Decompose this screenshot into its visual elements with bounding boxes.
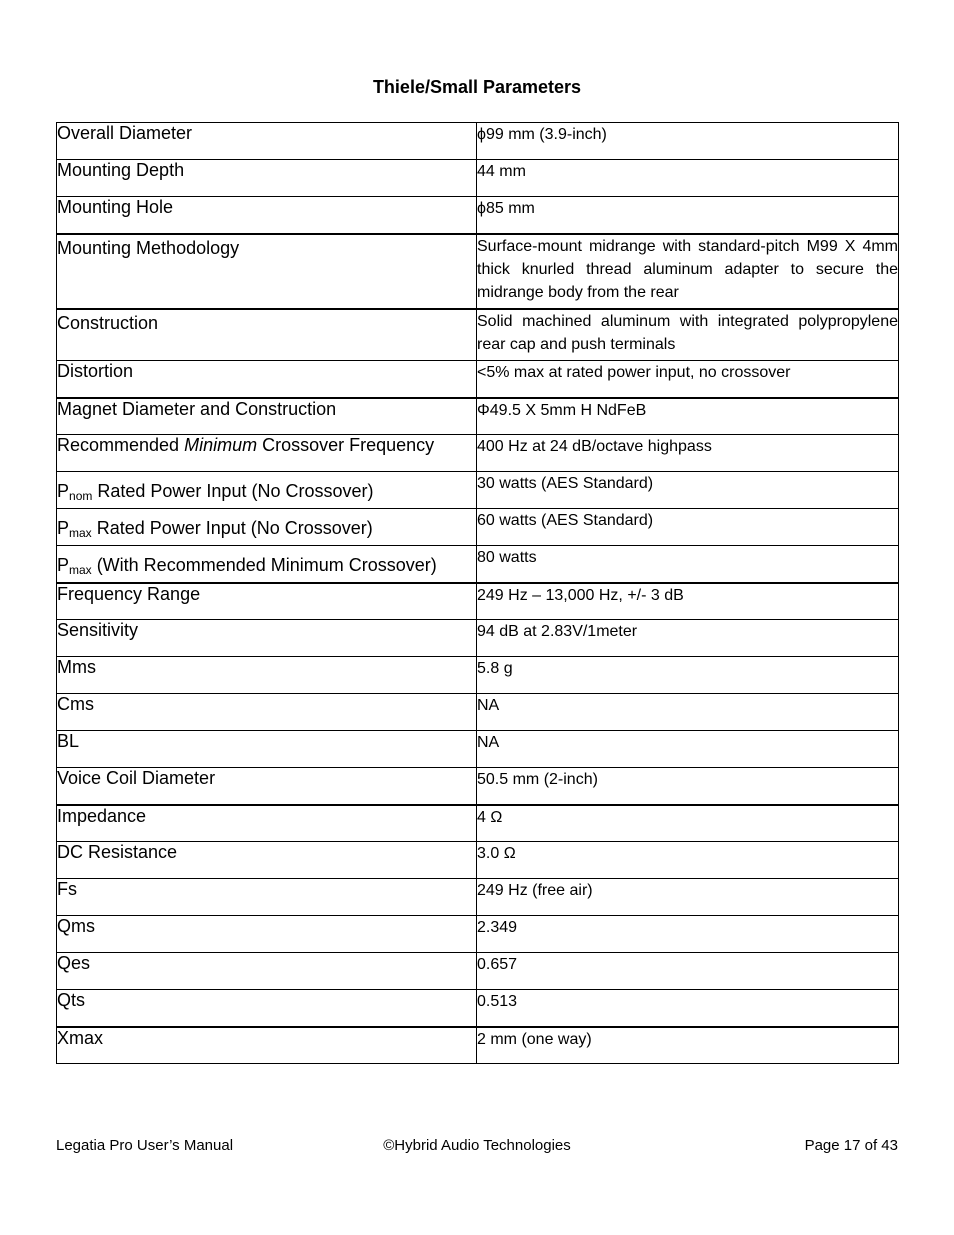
param-subscript: nom	[69, 489, 93, 503]
param-value: 0.657	[477, 953, 899, 990]
param-value: 0.513	[477, 990, 899, 1027]
param-name: Construction	[57, 309, 477, 361]
table-row	[57, 620, 899, 657]
table-row	[57, 953, 899, 990]
param-value: NA	[477, 694, 899, 731]
param-name: Frequency Range	[57, 583, 477, 620]
param-name: Xmax	[57, 1027, 477, 1064]
param-value: 2 mm (one way)	[477, 1027, 899, 1064]
table-row	[57, 731, 899, 768]
table-row	[57, 916, 899, 953]
param-name-prefix: Recommended	[57, 435, 185, 455]
table-row	[57, 160, 899, 197]
param-value: 3.0 Ω	[477, 842, 899, 879]
param-symbol: P	[57, 481, 70, 501]
param-value: Φ49.5 X 5mm H NdFeB	[477, 398, 899, 435]
param-name: Impedance	[57, 805, 477, 842]
table-row	[57, 768, 899, 805]
param-value: <5% max at rated power input, no crossover	[477, 361, 899, 398]
table-row	[57, 309, 899, 361]
param-name: Cms	[57, 694, 477, 731]
param-name: Mounting Hole	[57, 197, 477, 234]
table-row	[57, 197, 899, 234]
param-value: ϕ85 mm	[477, 197, 899, 234]
table-row	[57, 657, 899, 694]
table-row	[57, 398, 899, 435]
param-value: 80 watts	[477, 546, 899, 583]
param-name-rest: (With Recommended Minimum Crossover)	[91, 555, 437, 575]
param-value: 400 Hz at 24 dB/octave highpass	[477, 435, 899, 472]
param-subscript: max	[69, 563, 92, 577]
table-row	[57, 879, 899, 916]
param-symbol: P	[57, 555, 70, 575]
param-name: Qts	[57, 990, 477, 1027]
param-value: 5.8 g	[477, 657, 899, 694]
footer-page-number: Page 17 of 43	[804, 1137, 898, 1154]
table-row	[57, 435, 899, 472]
param-value: 4 Ω	[477, 805, 899, 842]
page-title: Thiele/Small Parameters	[372, 77, 582, 97]
param-value: 50.5 mm (2-inch)	[477, 768, 899, 805]
param-value: Surface-mount midrange with standard-pitch M99 X 4mm thick knurled thread aluminum adapter to secure the midrange body from the rear	[477, 234, 899, 309]
footer-copyright: ©Hybrid Audio Technologies	[383, 1137, 571, 1154]
param-value: ϕ99 mm (3.9-inch)	[477, 123, 899, 160]
param-name-rest: Rated Power Input (No Crossover)	[92, 481, 374, 501]
param-value: 60 watts (AES Standard)	[477, 509, 899, 546]
param-name: Mounting Depth	[57, 160, 477, 197]
param-value: 44 mm	[477, 160, 899, 197]
footer-manual-title: Legatia Pro User’s Manual	[56, 1137, 234, 1154]
table-row	[57, 1027, 899, 1064]
param-value: 249 Hz (free air)	[477, 879, 899, 916]
param-name: DC Resistance	[57, 842, 477, 879]
param-name: Mounting Methodology	[57, 234, 477, 309]
param-name-emphasis: Minimum	[184, 435, 258, 455]
table-row	[57, 234, 899, 309]
param-name	[57, 435, 477, 472]
param-value: 249 Hz – 13,000 Hz, +/- 3 dB	[477, 583, 899, 620]
param-value: NA	[477, 731, 899, 768]
param-name: Fs	[57, 879, 477, 916]
param-name	[57, 546, 477, 583]
table-row	[57, 361, 899, 398]
param-name: Sensitivity	[57, 620, 477, 657]
param-name: Voice Coil Diameter	[57, 768, 477, 805]
parameters-table	[56, 122, 899, 1064]
table-row	[57, 805, 899, 842]
param-symbol: P	[57, 518, 70, 538]
param-name: BL	[57, 731, 477, 768]
param-value: Solid machined aluminum with integrated polypropylene rear cap and push terminals	[477, 309, 899, 361]
param-name: Qes	[57, 953, 477, 990]
table-row	[57, 583, 899, 620]
param-name	[57, 509, 477, 546]
param-name: Overall Diameter	[57, 123, 477, 160]
table-row	[57, 546, 899, 583]
table-row	[57, 472, 899, 509]
param-value: 30 watts (AES Standard)	[477, 472, 899, 509]
param-name: Mms	[57, 657, 477, 694]
table-row	[57, 123, 899, 160]
table-row	[57, 509, 899, 546]
param-name-suffix: Crossover Frequency	[257, 435, 435, 455]
param-subscript: max	[69, 526, 92, 540]
param-name: Magnet Diameter and Construction	[57, 398, 477, 435]
param-value: 94 dB at 2.83V/1meter	[477, 620, 899, 657]
param-name: Distortion	[57, 361, 477, 398]
table-row	[57, 694, 899, 731]
param-name	[57, 472, 477, 509]
param-value: 2.349	[477, 916, 899, 953]
table-row	[57, 842, 899, 879]
param-name-rest: Rated Power Input (No Crossover)	[91, 518, 373, 538]
table-row	[57, 990, 899, 1027]
param-name: Qms	[57, 916, 477, 953]
